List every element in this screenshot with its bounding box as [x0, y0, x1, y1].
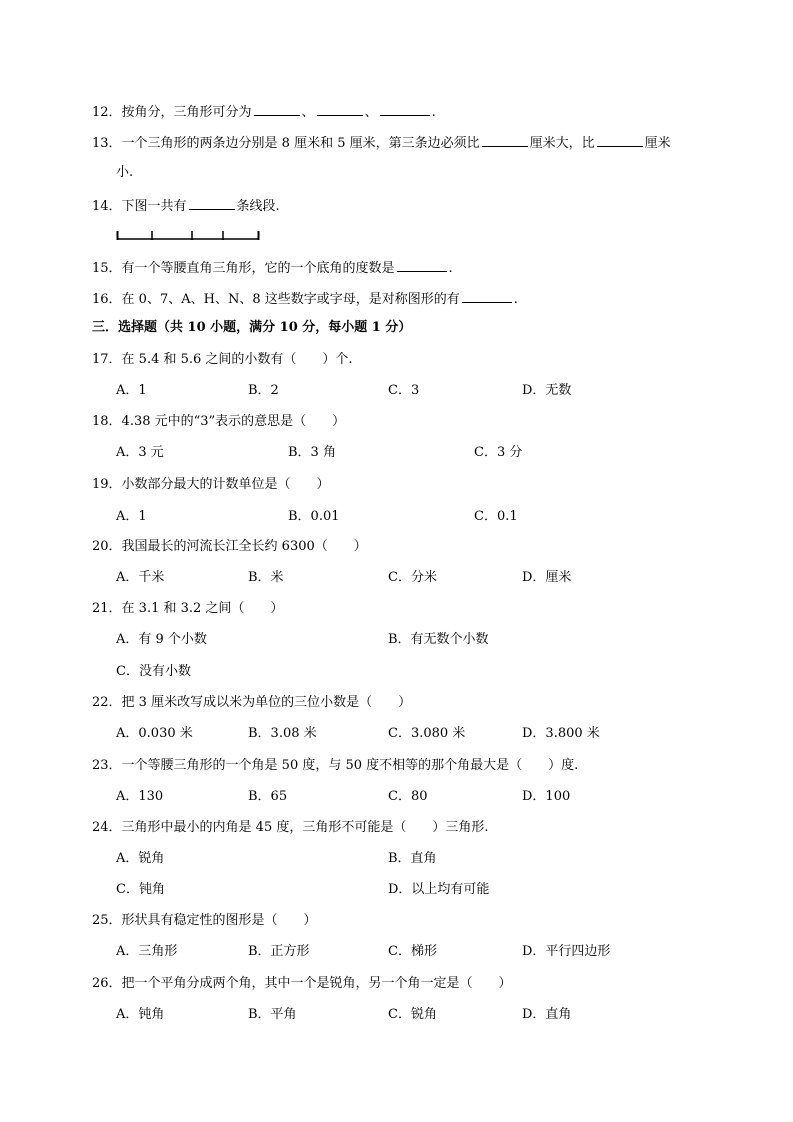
- option-a[interactable]: A．130: [116, 789, 164, 804]
- question-13-mid: 厘米大，比: [529, 136, 595, 151]
- question-12-end: .: [431, 105, 436, 120]
- answer-blank[interactable]: [317, 102, 363, 116]
- option-c[interactable]: C．分米: [388, 570, 437, 585]
- option-a[interactable]: A．锐角: [116, 851, 165, 866]
- question-13: [92, 133, 671, 153]
- question-23: 23．一个等腰三角形的一个角是 50 度，与 50 度不相等的那个角最大是（ ）度.: [92, 758, 579, 773]
- question-12: [92, 102, 436, 122]
- question-18: 18．4.38 元中的“3”表示的意思是（ ）: [92, 414, 346, 429]
- answer-blank[interactable]: [597, 133, 643, 147]
- option-b[interactable]: B．3.08 米: [248, 726, 317, 741]
- option-d[interactable]: D．厘米: [522, 570, 572, 585]
- option-b[interactable]: B．有无数个小数: [388, 632, 489, 647]
- option-b[interactable]: B．米: [248, 570, 284, 585]
- question-19: 19．小数部分最大的计数单位是（ ）: [92, 477, 330, 492]
- option-a[interactable]: A．钝角: [116, 1007, 165, 1022]
- question-24: 24．三角形中最小的内角是 45 度，三角形不可能是（ ）三角形.: [92, 820, 489, 835]
- option-c[interactable]: C．梯形: [388, 944, 437, 959]
- option-c[interactable]: C．80: [388, 789, 428, 804]
- option-a[interactable]: A．千米: [116, 570, 165, 585]
- option-b[interactable]: B．65: [248, 789, 288, 804]
- separator: 、: [301, 105, 315, 120]
- line-segment-figure: [116, 229, 262, 243]
- separator: 、: [364, 105, 378, 120]
- option-a[interactable]: A．三角形: [116, 944, 178, 959]
- answer-blank[interactable]: [254, 102, 300, 116]
- option-d[interactable]: D．3.800 米: [522, 726, 600, 741]
- option-d[interactable]: D．以上均有可能: [388, 882, 490, 897]
- question-26: 26．把一个平角分成两个角，其中一个是锐角，另一个角一定是（ ）: [92, 976, 512, 991]
- question-14-text: 14．下图一共有: [92, 199, 187, 214]
- answer-blank[interactable]: [397, 258, 447, 272]
- option-c[interactable]: C．钝角: [116, 882, 165, 897]
- option-b[interactable]: B．平角: [248, 1007, 297, 1022]
- option-b[interactable]: B．正方形: [248, 944, 310, 959]
- question-15: [92, 258, 453, 278]
- option-b[interactable]: B．3 角: [288, 445, 336, 460]
- question-15-text: 15．有一个等腰直角三角形，它的一个底角的度数是: [92, 261, 395, 276]
- question-15-end: .: [448, 261, 453, 276]
- option-c[interactable]: C．3 分: [474, 445, 523, 460]
- option-b[interactable]: B．2: [248, 383, 279, 398]
- question-16-end: .: [513, 292, 518, 307]
- answer-blank[interactable]: [189, 196, 235, 210]
- option-a[interactable]: A．1: [116, 509, 147, 524]
- option-d[interactable]: D．平行四边形: [522, 944, 611, 959]
- option-c[interactable]: C．3.080 米: [388, 726, 466, 741]
- question-14: [92, 196, 280, 216]
- option-b[interactable]: B．0.01: [288, 509, 340, 524]
- question-16: [92, 289, 518, 309]
- option-d[interactable]: D．直角: [522, 1007, 572, 1022]
- question-22: 22．把 3 厘米改写成以米为单位的三位小数是（ ）: [92, 695, 412, 710]
- question-25: 25．形状具有稳定性的图形是（ ）: [92, 913, 317, 928]
- question-20: 20．我国最长的河流长江全长约 6300（ ）: [92, 539, 367, 554]
- option-c[interactable]: C．没有小数: [116, 664, 191, 679]
- question-21: 21．在 3.1 和 3.2 之间（ ）: [92, 601, 284, 616]
- option-a[interactable]: A．1: [116, 383, 147, 398]
- answer-blank[interactable]: [380, 102, 430, 116]
- question-14-end: 条线段.: [236, 199, 280, 214]
- option-c[interactable]: C．锐角: [388, 1007, 437, 1022]
- option-b[interactable]: B．直角: [388, 851, 437, 866]
- question-13-text: 13．一个三角形的两条边分别是 8 厘米和 5 厘米，第三条边必须比: [92, 136, 480, 151]
- answer-blank[interactable]: [482, 133, 528, 147]
- option-a[interactable]: A．有 9 个小数: [116, 632, 207, 647]
- option-d[interactable]: D．100: [522, 789, 571, 804]
- question-13-continuation: 小.: [116, 165, 134, 180]
- question-12-text: 12．按角分，三角形可分为: [92, 105, 252, 120]
- option-a[interactable]: A．0.030 米: [116, 726, 193, 741]
- option-a[interactable]: A．3 元: [116, 445, 164, 460]
- question-17: 17．在 5.4 和 5.6 之间的小数有（ ）个.: [92, 352, 353, 367]
- answer-blank[interactable]: [462, 289, 512, 303]
- question-13-end: 厘米: [644, 136, 671, 151]
- option-c[interactable]: C．0.1: [474, 509, 518, 524]
- option-c[interactable]: C．3: [388, 383, 420, 398]
- option-d[interactable]: D．无数: [522, 383, 572, 398]
- question-16-text: 16．在 0、7、A、H、N、8 这些数字或字母，是对称图形的有: [92, 292, 460, 307]
- section-heading: 三．选择题（共 10 小题，满分 10 分，每小题 1 分）: [92, 320, 412, 335]
